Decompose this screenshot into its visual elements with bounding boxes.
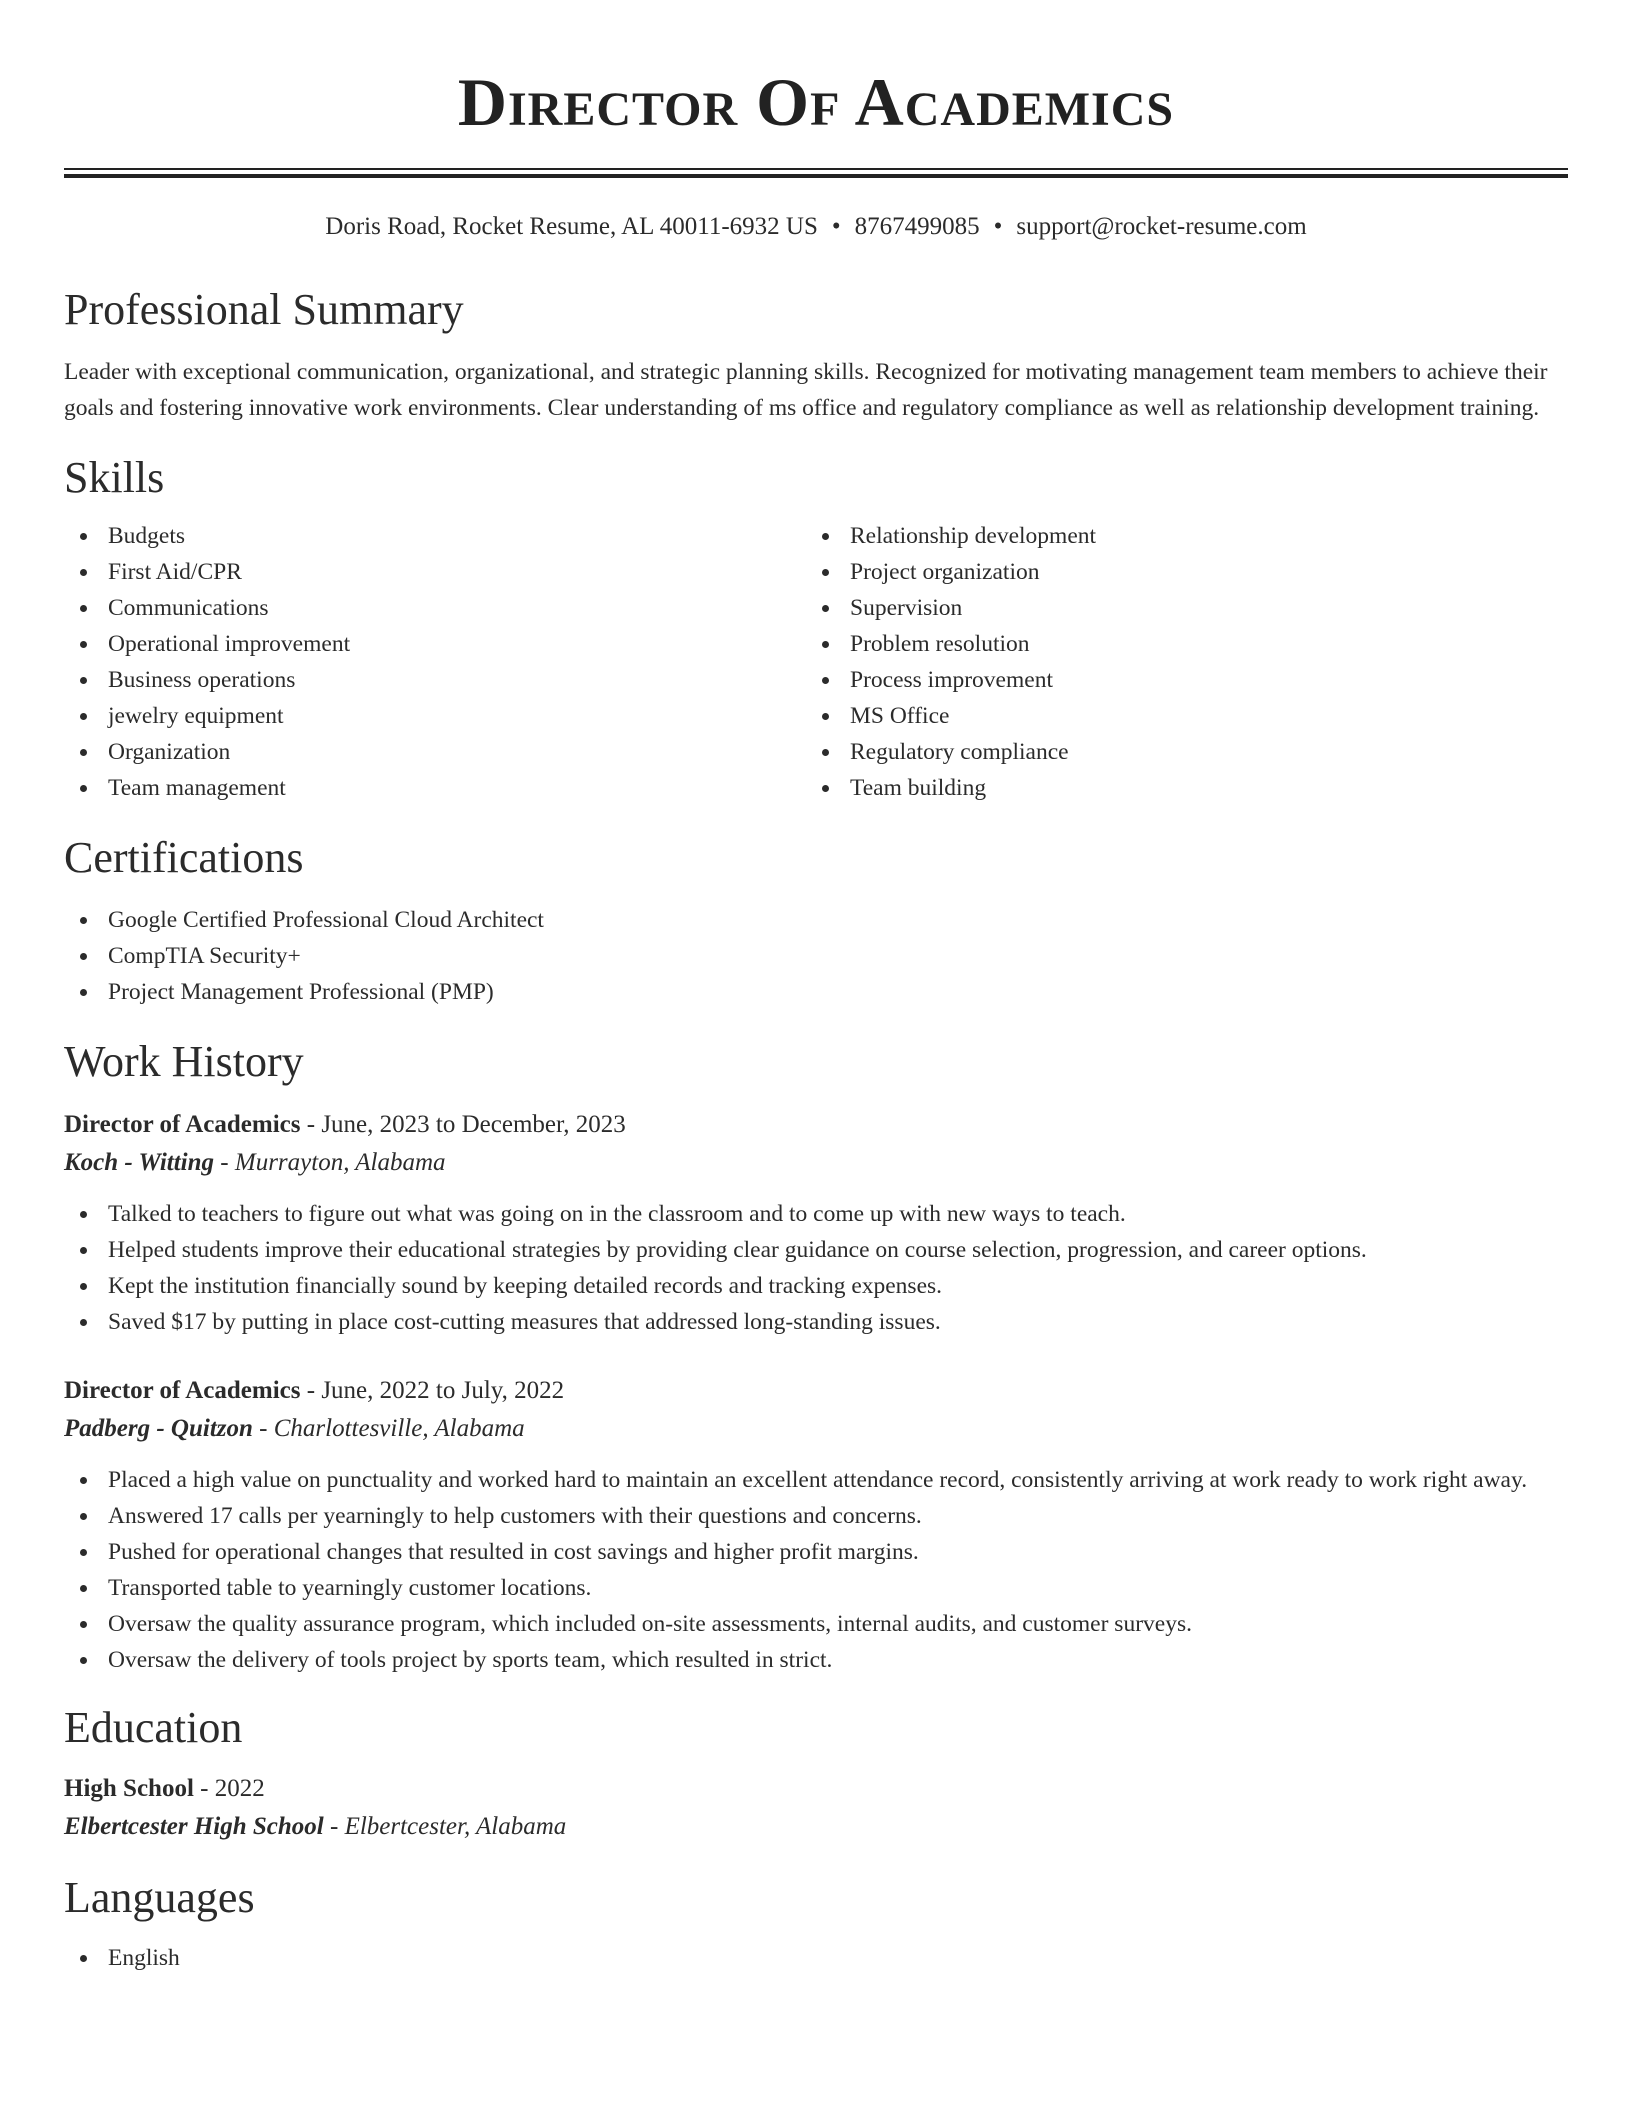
skill-item: Relationship development	[806, 518, 1548, 554]
job-dates: June, 2023 to December, 2023	[321, 1111, 626, 1138]
job-title-line: Director of Academics - June, 2023 to December, 2023	[64, 1111, 626, 1138]
job-bullets	[64, 1462, 1568, 1678]
skills-heading: Skills	[64, 453, 165, 502]
education-degree: High School	[64, 1775, 194, 1802]
languages-heading: Languages	[64, 1873, 255, 1922]
contact-line	[64, 212, 1568, 242]
skill-item: MS Office	[806, 698, 1548, 734]
certification-item: Project Management Professional (PMP)	[64, 974, 1568, 1010]
skill-item: Project organization	[806, 554, 1548, 590]
certification-item: Google Certified Professional Cloud Architect	[64, 902, 1568, 938]
languages-list	[64, 1940, 1568, 1976]
contact-email: support@rocket-resume.com	[1016, 213, 1307, 240]
summary-text: Leader with exceptional communication, organizational, and strategic planning skills. Recognized for motivating management team members to achieve their goals and fostering innovative work environments. Clear understanding of ms office and regulatory compliance as well as relationship development training.	[64, 359, 1548, 421]
job-bullet: Pushed for operational changes that resulted in cost savings and higher profit margins.	[64, 1534, 1568, 1570]
contact-separator: •	[831, 213, 841, 240]
certifications-heading: Certifications	[64, 833, 304, 882]
job-entry	[64, 1372, 1568, 1678]
job-title: Director of Academics	[64, 1377, 301, 1404]
header-rule-thin	[64, 168, 1568, 170]
job-bullet: Saved $17 by putting in place cost-cutting measures that addressed long-standing issues.	[64, 1304, 1568, 1340]
job-bullet: Kept the institution financially sound by keeping detailed records and tracking expenses.	[64, 1268, 1568, 1304]
resume-name: Director Of Academics	[457, 64, 1175, 140]
education-school-line: Elbertcester High School - Elbertcester, Alabama	[64, 1813, 567, 1840]
job-company: Padberg - Quitzon	[64, 1415, 253, 1442]
job-bullet: Helped students improve their educational strategies by providing clear guidance on course selection, progression, and career options.	[64, 1232, 1568, 1268]
education-heading: Education	[64, 1703, 243, 1752]
skill-item: First Aid/CPR	[64, 554, 806, 590]
header-double-rule	[64, 168, 1568, 178]
skills-left-column	[64, 518, 806, 806]
certification-item: CompTIA Security+	[64, 938, 1568, 974]
job-company-line: Koch - Witting - Murrayton, Alabama	[64, 1149, 446, 1176]
resume-page	[64, 0, 1568, 1976]
work-history-section	[64, 1036, 1568, 1678]
skill-item: Business operations	[64, 662, 806, 698]
job-bullet: Answered 17 calls per yearningly to help customers with their questions and concerns.	[64, 1498, 1568, 1534]
skill-item: Process improvement	[806, 662, 1548, 698]
job-bullet: Oversaw the quality assurance program, which included on-site assessments, internal audits, and customer surveys.	[64, 1606, 1568, 1642]
skill-item: Team management	[64, 770, 806, 806]
contact-separator: •	[993, 213, 1003, 240]
job-company: Koch - Witting	[64, 1149, 215, 1176]
job-bullet: Transported table to yearningly customer locations.	[64, 1570, 1568, 1606]
job-dates: June, 2022 to July, 2022	[321, 1377, 565, 1404]
languages-section	[64, 1872, 1568, 1976]
skills-right-column	[806, 518, 1548, 806]
skill-item: Problem resolution	[806, 626, 1548, 662]
skill-item: Communications	[64, 590, 806, 626]
skill-item: Regulatory compliance	[806, 734, 1548, 770]
contact-address: Doris Road, Rocket Resume, AL 40011-6932 US	[325, 213, 818, 240]
skill-item: Team building	[806, 770, 1548, 806]
header-rule-thick	[64, 174, 1568, 178]
skill-item: Budgets	[64, 518, 806, 554]
skill-item: jewelry equipment	[64, 698, 806, 734]
job-title-line: Director of Academics - June, 2022 to July, 2022	[64, 1377, 565, 1404]
certifications-list	[64, 902, 1568, 1010]
job-company-line: Padberg - Quitzon - Charlottesville, Alabama	[64, 1415, 525, 1442]
job-bullet: Oversaw the delivery of tools project by sports team, which resulted in strict.	[64, 1642, 1568, 1678]
job-bullets	[64, 1196, 1568, 1340]
summary-section	[64, 284, 1568, 426]
job-bullet: Placed a high value on punctuality and worked hard to maintain an excellent attendance record, consistently arriving at work ready to work right away.	[64, 1462, 1568, 1498]
job-title: Director of Academics	[64, 1111, 301, 1138]
job-location: Charlottesville, Alabama	[273, 1415, 525, 1442]
education-section	[64, 1702, 1568, 1846]
skills-section	[64, 452, 1568, 806]
summary-heading: Professional Summary	[64, 285, 464, 334]
skill-item: Organization	[64, 734, 806, 770]
contact-phone: 8767499085	[854, 213, 980, 240]
skill-item: Supervision	[806, 590, 1548, 626]
education-degree-line: High School - 2022	[64, 1775, 265, 1802]
skill-item: Operational improvement	[64, 626, 806, 662]
education-location: Elbertcester, Alabama	[344, 1813, 567, 1840]
certifications-section	[64, 832, 1568, 1010]
job-entry	[64, 1106, 1568, 1340]
skills-grid	[64, 518, 1568, 806]
work-history-heading: Work History	[64, 1037, 304, 1086]
education-year: 2022	[214, 1775, 265, 1802]
job-location: Murrayton, Alabama	[234, 1149, 446, 1176]
language-item: English	[64, 1940, 1568, 1976]
job-bullet: Talked to teachers to figure out what was going on in the classroom and to come up with new ways to teach.	[64, 1196, 1568, 1232]
education-school: Elbertcester High School	[64, 1813, 324, 1840]
education-entry	[64, 1770, 1568, 1846]
